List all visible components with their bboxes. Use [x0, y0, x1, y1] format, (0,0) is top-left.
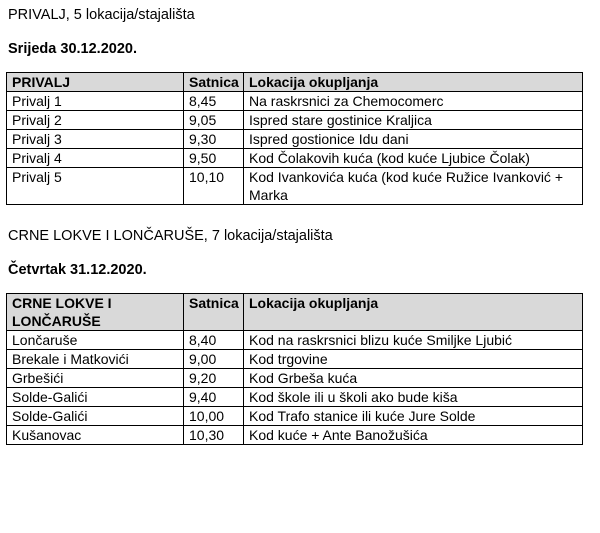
privalj-schedule-table	[6, 72, 583, 205]
privalj-section-date: Srijeda 30.12.2020.	[8, 41, 137, 57]
cell-time: 9,50	[184, 149, 244, 168]
cell-location: Kod Ivankovića kuća (kod kuće Ružice Ivanković + Marka	[244, 168, 583, 205]
section-spacer	[6, 205, 600, 227]
table-header-row	[7, 294, 583, 331]
table-row	[7, 92, 583, 111]
table-row	[7, 426, 583, 445]
cell-time: 9,40	[184, 388, 244, 407]
cell-place: Lončaruše	[7, 331, 184, 350]
crne-lokve-section-title: CRNE LOKVE I LONČARUŠE, 7 lokacija/stajališta	[8, 228, 333, 244]
cell-location: Kod škole ili u školi ako bude kiša	[244, 388, 583, 407]
cell-time: 8,45	[184, 92, 244, 111]
cell-place: Privalj 3	[7, 130, 184, 149]
table-row	[7, 168, 583, 205]
cell-time: 9,00	[184, 350, 244, 369]
cell-location: Kod trgovine	[244, 350, 583, 369]
privalj-section-title: PRIVALJ, 5 lokacija/stajališta	[8, 7, 195, 23]
table-row	[7, 111, 583, 130]
crne-lokve-schedule-table	[6, 293, 583, 445]
cell-place: Privalj 1	[7, 92, 184, 111]
table-row	[7, 407, 583, 426]
table-row	[7, 369, 583, 388]
cell-location: Kod kuće + Ante Banožušića	[244, 426, 583, 445]
cell-place: Solde-Galići	[7, 388, 184, 407]
cell-time: 9,20	[184, 369, 244, 388]
cell-time: 8,40	[184, 331, 244, 350]
cell-location: Ispred gostionice Idu dani	[244, 130, 583, 149]
cell-place: Privalj 5	[7, 168, 184, 205]
table-row	[7, 350, 583, 369]
cell-place: Kušanovac	[7, 426, 184, 445]
table-row	[7, 130, 583, 149]
cell-time: 10,10	[184, 168, 244, 205]
cell-location: Kod na raskrsnici blizu kuće Smiljke Ljubić	[244, 331, 583, 350]
crne-lokve-section-date: Četvrtak 31.12.2020.	[8, 262, 147, 278]
column-header-time: Satnica	[184, 73, 244, 92]
cell-location: Na raskrsnici za Chemocomerc	[244, 92, 583, 111]
table-row	[7, 149, 583, 168]
cell-location: Kod Trafo stanice ili kuće Jure Solde	[244, 407, 583, 426]
cell-place: Brekale i Matkovići	[7, 350, 184, 369]
cell-location: Ispred stare gostinice Kraljica	[244, 111, 583, 130]
cell-place: Privalj 4	[7, 149, 184, 168]
cell-location: Kod Čolakovih kuća (kod kuće Ljubice Čolak)	[244, 149, 583, 168]
cell-time: 10,30	[184, 426, 244, 445]
cell-place: Privalj 2	[7, 111, 184, 130]
column-header-location: Lokacija okupljanja	[244, 73, 583, 92]
table-row	[7, 331, 583, 350]
cell-time: 10,00	[184, 407, 244, 426]
column-header-time: Satnica	[184, 294, 244, 331]
column-header-location: Lokacija okupljanja	[244, 294, 583, 331]
table-header-row	[7, 73, 583, 92]
table-row	[7, 388, 583, 407]
cell-place: Solde-Galići	[7, 407, 184, 426]
column-header-place: CRNE LOKVE I LONČARUŠE	[7, 294, 184, 331]
cell-time: 9,30	[184, 130, 244, 149]
cell-time: 9,05	[184, 111, 244, 130]
cell-location: Kod Grbeša kuća	[244, 369, 583, 388]
cell-place: Grbešići	[7, 369, 184, 388]
column-header-place: PRIVALJ	[7, 73, 184, 92]
